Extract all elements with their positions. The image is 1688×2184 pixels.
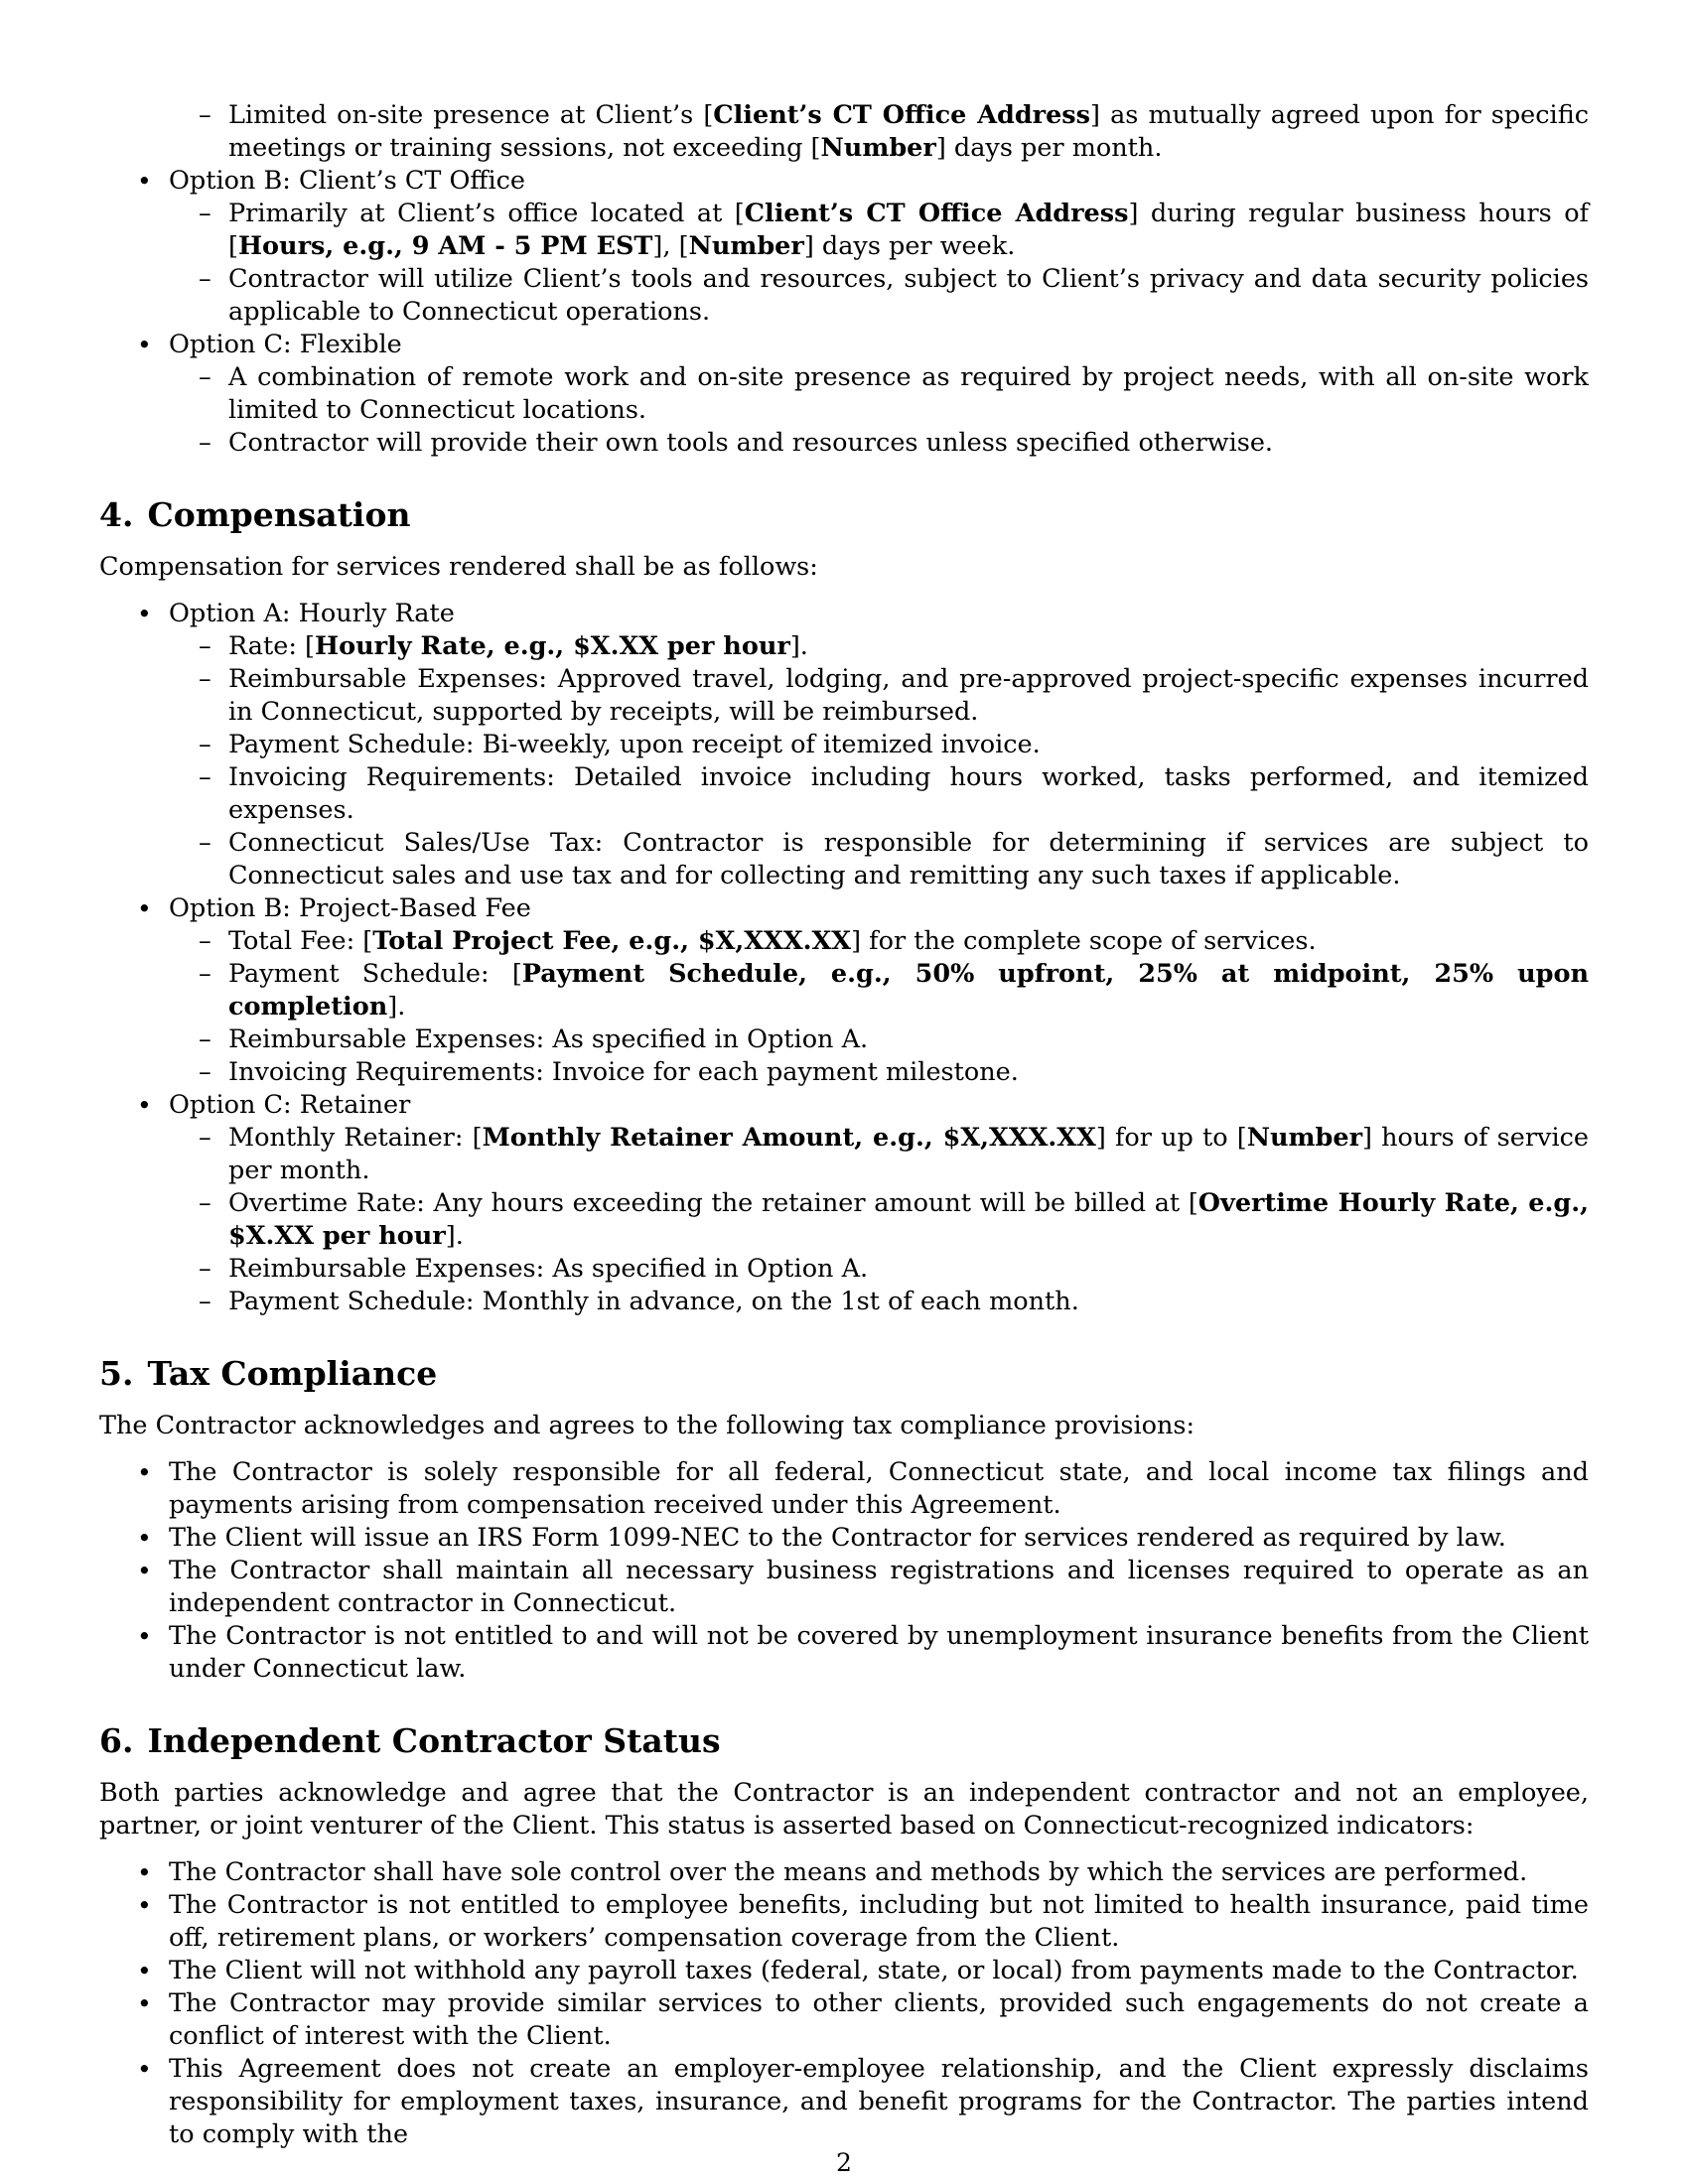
list-item: – Primarily at Client’s office located at [Client’s CT Office Address] during regular business hours of [Hours, e.g., 9 AM - 5 PM EST], [Number] days per week. [169, 198, 1589, 263]
list-item: – Contractor will provide their own tools and resources unless specified otherwise. [169, 427, 1589, 460]
list-item: • The Contractor is solely responsible for all federal, Connecticut state, and local income tax filings and payments arising from compensation received under this Agreement. [99, 1456, 1589, 1522]
list-item: • The Client will issue an IRS Form 1099-NEC to the Contractor for services rendered as required by law. [99, 1522, 1589, 1555]
option-a-subitems [169, 630, 1589, 892]
list-item: – Total Fee: [Total Project Fee, e.g., $X,XXX.XX] for the complete scope of services. [169, 925, 1589, 958]
ics-items [99, 1856, 1589, 2151]
section-heading-independent-contractor: 6. Independent Contractor Status [99, 1721, 721, 1760]
list-item: • Option C: Retainer – Monthly Retainer: [Monthly Retainer Amount, e.g., $X,XXX.XX] for up to [Number] hours of service per month. – Overtime Rate: Any hours exceeding the retainer amount will be billed at [Overtime Hourly Rate, e.g., $X.XX per hour]. – Reimbursable Expenses: As specified in Option A. – Payment Schedule: Monthly in advance, on the 1st of each month. [99, 1089, 1589, 1318]
section-intro: The Contractor acknowledges and agrees to the following tax compliance provisions: [99, 1411, 1196, 1440]
list-item: • Option B: Project-Based Fee – Total Fee: [Total Project Fee, e.g., $X,XXX.XX] for the complete scope of services. – Payment Schedule: [Payment Schedule, e.g., 50% upfront, 25% at midpoint, 25% upon completion]. – Reimbursable Expenses: As specified in Option A. – Invoicing Requirements: Invoice for each payment milestone. [99, 892, 1589, 1089]
option-c-subitems [169, 361, 1589, 460]
list-item: • The Contractor shall maintain all necessary business registrations and licenses required to operate as an independent contractor in Connecticut. [99, 1555, 1589, 1620]
list-item: • The Contractor is not entitled to and will not be covered by unemployment insurance benefits from the Client under Connecticut law. [99, 1620, 1589, 1686]
section-heading-tax-compliance: 5. Tax Compliance [99, 1354, 438, 1393]
page-content [99, 99, 1589, 2151]
list-item: – Reimbursable Expenses: Approved travel, lodging, and pre-approved project-specific expenses incurred in Connecticut, supported by receipts, will be reimbursed. [169, 663, 1589, 729]
option-a-subitems [169, 99, 1589, 165]
list-item: – Monthly Retainer: [Monthly Retainer Amount, e.g., $X,XXX.XX] for up to [Number] hours of service per month. [169, 1122, 1589, 1187]
list-item: – Reimbursable Expenses: As specified in Option A. [169, 1024, 1589, 1056]
tax-items [99, 1456, 1589, 1686]
list-item: • Option A: Hourly Rate – Rate: [Hourly Rate, e.g., $X.XX per hour]. – Reimbursable Expenses: Approved travel, lodging, and pre-approved project-specific expenses incurred in Connecticut, supported by receipts, will be reimbursed. – Payment Schedule: Bi-weekly, upon receipt of itemized invoice. – Invoicing Requirements: Detailed invoice including hours worked, tasks performed, and itemized expenses. – Connecticut Sales/Use Tax: Contractor is responsible for determining if services are subject to Connecticut sales and use tax and for collecting and remitting any such taxes if applicable. [99, 598, 1589, 892]
list-item: • The Contractor is not entitled to employee benefits, including but not limited to health insurance, paid time off, retirement plans, or workers’ compensation coverage from the Client. [99, 1889, 1589, 1955]
list-item: – Overtime Rate: Any hours exceeding the retainer amount will be billed at [Overtime Hourly Rate, e.g., $X.XX per hour]. [169, 1187, 1589, 1253]
list-item: • The Contractor may provide similar services to other clients, provided such engagements do not create a conflict of interest with the Client. [99, 1987, 1589, 2053]
list-item: • Option C: Flexible – A combination of remote work and on-site presence as required by project needs, with all on-site work limited to Connecticut locations. – Contractor will provide their own tools and resources unless specified otherwise. [99, 329, 1589, 460]
option-c-subitems [169, 1122, 1589, 1318]
list-item: – Payment Schedule: Monthly in advance, on the 1st of each month. [169, 1286, 1589, 1318]
list-item: – Reimbursable Expenses: As specified in Option A. [169, 1253, 1589, 1286]
section-intro: Compensation for services rendered shall be as follows: [99, 552, 818, 582]
list-item: • The Client will not withhold any payroll taxes (federal, state, or local) from payments made to the Contractor. [99, 1955, 1589, 1987]
list-item: – Rate: [Hourly Rate, e.g., $X.XX per hour]. [169, 630, 1589, 663]
option-b-subitems [169, 198, 1589, 329]
list-item: • This Agreement does not create an employer-employee relationship, and the Client expressly disclaims responsibility for employment taxes, insurance, and benefit programs for the Contractor. The parties intend to comply with the [99, 2053, 1589, 2151]
work-location-options [99, 99, 1589, 460]
list-item: – Invoicing Requirements: Detailed invoice including hours worked, tasks performed, and itemized expenses. [169, 761, 1589, 827]
list-item: – Connecticut Sales/Use Tax: Contractor is responsible for determining if services are subject to Connecticut sales and use tax and for collecting and remitting any such taxes if applicable. [169, 827, 1589, 892]
list-item: • The Contractor shall have sole control over the means and methods by which the services are performed. [99, 1856, 1589, 1889]
list-item: – A combination of remote work and on-site presence as required by project needs, with all on-site work limited to Connecticut locations. [169, 361, 1589, 427]
list-item: – Invoicing Requirements: Invoice for each payment milestone. [169, 1056, 1589, 1089]
list-item: – Contractor will utilize Client’s tools and resources, subject to Client’s privacy and data security policies applicable to Connecticut operations. [169, 263, 1589, 329]
list-item: – Payment Schedule: Bi-weekly, upon receipt of itemized invoice. [169, 729, 1589, 761]
list-item: – Payment Schedule: [Payment Schedule, e.g., 50% upfront, 25% at midpoint, 25% upon completion]. [169, 958, 1589, 1024]
page-number: 2 [836, 2148, 852, 2177]
list-item: – Limited on-site presence at Client’s [Client’s CT Office Address] as mutually agreed upon for specific meetings or training sessions, not exceeding [Number] days per month. [169, 99, 1589, 165]
section-heading-compensation: 4. Compensation [99, 495, 411, 534]
list-item: • Option B: Client’s CT Office – Primarily at Client’s office located at [Client’s CT Office Address] during regular business hours of [Hours, e.g., 9 AM - 5 PM EST], [Number] days per week. – Contractor will utilize Client’s tools and resources, subject to Client’s privacy and data security policies applicable to Connecticut operations. [99, 165, 1589, 329]
section-intro: Both parties acknowledge and agree that the Contractor is an independent contractor and not an employee, partner, or joint venturer of the Client. This status is asserted based on Connecticut-recognized indicators: [99, 1778, 1589, 1841]
option-a-continuation [99, 99, 1589, 165]
option-b-subitems [169, 925, 1589, 1089]
compensation-options [99, 598, 1589, 1318]
